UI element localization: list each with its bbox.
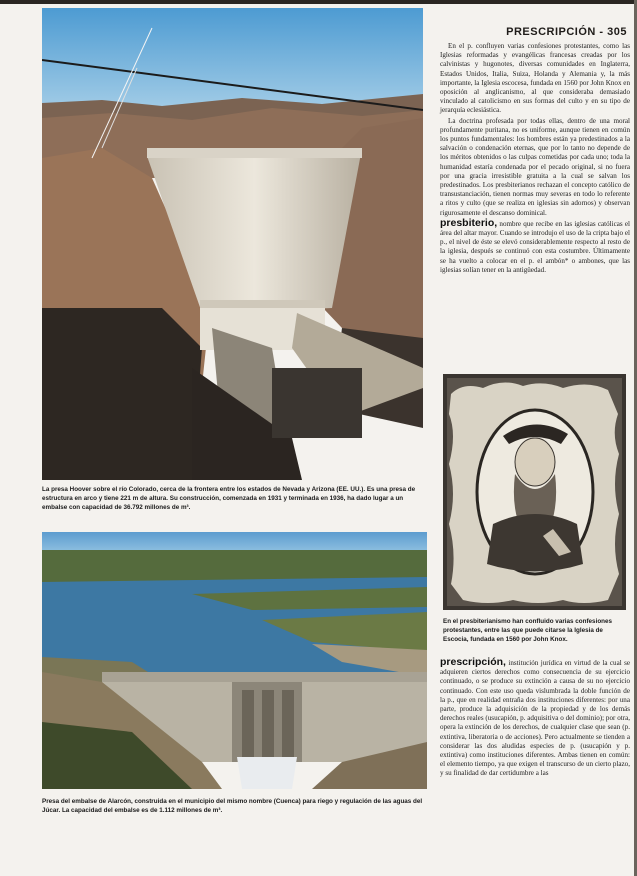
entry-prescripcion-title: prescripción, (440, 656, 506, 668)
hoover-dam-photo (42, 8, 423, 480)
alarcon-caption: Presa del embalse de Alarcón, construida en el municipio del mismo nombre (Cuenca) para riego y regulación de las aguas del Júcar. La capacidad del embalse es de 1.112 millones de m³. (42, 798, 423, 814)
text-column-top (440, 42, 630, 276)
entry-prescripcion-text: institución jurídica en virtud de la cual se adquieren ciertos derechos como consecuencia de su ejercicio continuado, o se produce su extinción a causa de su no ejercicio continuado. Con este uso queda vislumbrada la doble función de la p., que en realidad entraña dos instituciones diferentes: por una parte, produce la adquisición de la propiedad y de los demás derechos reales (usucapión, p. adquisitiva o del dominio); por otra, opera la extinción de los derechos, de cualquier clase que sean (p. extintiva, liberatoria o de acciones). Pero actualmente se tienden a considerar las dos aludidas especies de p. (usucapión y p. extintiva) como instituciones diferentes. Ambas tienen en común: el elemento tiempo, ya que exigen el transcurso de un cierto plazo, y su finalidad de dar certidumbre a las (440, 659, 630, 778)
entry-presbiterio-text: nombre que recibe en las iglesias católicas el área del altar mayor. Cuando se introdujo el uso de la cripta bajo el p., el nivel de éste se elevó considerablemente respecto al resto de la iglesia, después se continuó con esta costumbre. Últimamente se ha vuelto a colocar en el p. el ambón* o ambones, que las iglesias solían tener en la antigüedad. (440, 219, 630, 274)
hoover-caption: La presa Hoover sobre el río Colorado, cerca de la frontera entre los estados de Nevada y Arizona (EE. UU.). Es una presa de estructura en arco y tiene 221 m de altura. Su construcción, comenzada en 1931 y terminada en 1936, ha dado lugar a un embalse con capacidad de 36.792 millones de m³. (42, 486, 416, 511)
entry-presbiterio-title: presbiterio, (440, 216, 498, 229)
paragraph-doctrina: La doctrina profesada por todas ellas, dentro de una moral profundamente puritana, no es uniforme, aunque tienen en común los puntos fundamentales: los hombres están ya predestinados a la salvación o condenación eternas, que por lo tanto no depende de los méritos obtenidos o las culpas cometidas por cada uno; toda la humanidad estaría condenada por el pecado original, si no fuera por una gracia irresistible gratuita a la cual se salvan los predestinados. Los presbiterianos rechazan el concepto católico de transustanciación, tienen normas muy severas en todo lo referente a ritos y culto (que se realiza en iglesias sin adornos) y observan rigurosamente el descanso dominical. (440, 116, 630, 217)
text-column-bottom (440, 658, 630, 780)
john-knox-portrait (443, 374, 626, 610)
page-top-edge (0, 0, 637, 4)
entry-presbiterio (440, 216, 630, 275)
knox-caption: En el presbiterianismo han confluido varias confesiones protestantes, entre las que puede citarse la Iglesia de Escocia, fundada en 1560 por John Knox. (443, 618, 613, 643)
page-header: PRESCRIPCIÓN - 305 (506, 26, 627, 38)
paragraph-confesiones: En el p. confluyen varias confesiones protestantes, como las Iglesias reformadas y evangélicas francesas creadas por los calvinistas y hugonotes, diversas comunidades en Inglaterra, Estados Unidos, Italia, Suiza, Holanda y Alemania y, la más importante, la Iglesia escocesa, fundada en 1560 por John Knox en oposición al anglicanismo, al que consideraba demasiado vinculado al catolicismo en sus formas del culto y en su tipo de jerarquía eclesiástica. (440, 42, 630, 115)
entry-prescripcion (440, 658, 630, 779)
alarcon-dam-photo (42, 532, 427, 789)
